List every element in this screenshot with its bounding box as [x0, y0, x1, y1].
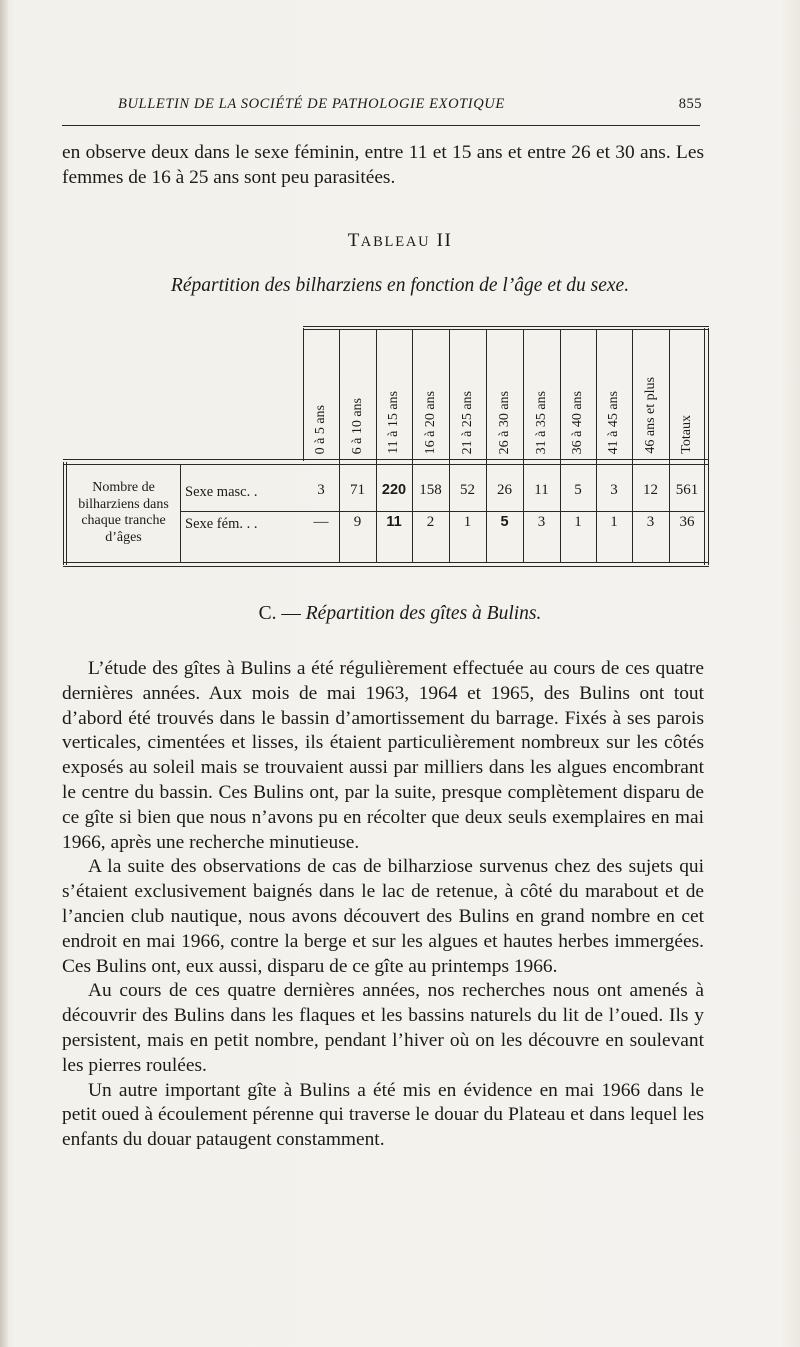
table-cell: 1: [463, 514, 472, 530]
column-header: [303, 336, 339, 454]
table-number: II: [436, 230, 453, 251]
column-header-label: Totaux: [679, 415, 694, 454]
intro-paragraph: [62, 141, 704, 191]
column-header: [669, 336, 705, 454]
table-cell: 158: [419, 482, 442, 498]
column-header-label: 41 à 45 ans: [606, 390, 621, 454]
table-cell: 1: [610, 514, 618, 530]
section-number: C. —: [258, 603, 301, 624]
column-header-label: 31 à 35 ans: [533, 390, 549, 454]
column-header-label: 11 à 15 ans: [386, 391, 401, 454]
table-title: [0, 230, 800, 252]
paragraph-1: L’étude des gîtes à Bulins a été régulièrement effectuée au cours de ces quatre dernières années. Aux mois de mai 1963, 1964 et 1965, des Bulins ont tout d’abord été trouvés dans le bassin d’amortissement du barrage. Fixés à ses parois verticales, cimentées et lisses, ils étaient particulièrement nombreux sur les côtés exposés au soleil mais se trouvaient aussi par milliers dans les algues encombrant le centre du bassin. Ces Bulins ont, par la suite, presque complètement disparu de ce gîte si bien que nous n’avons pu en récolter que deux seuls exemplaires en mai 1966, après une recherche minutieuse.: [62, 658, 704, 853]
column-header: [412, 336, 449, 454]
table-cell: 11: [386, 514, 402, 530]
table-cell: 3: [537, 514, 546, 530]
book-spine-shadow: [0, 0, 8, 1347]
column-header: [376, 336, 412, 454]
column-header: [449, 336, 486, 454]
column-header-label: 6 à 10 ans: [349, 397, 365, 454]
table-cell: 36: [679, 514, 695, 530]
column-header: [596, 336, 632, 454]
table-cell: —: [313, 514, 329, 530]
column-header: [523, 336, 560, 454]
journal-title: BULLETIN DE LA SOCIÉTÉ DE PATHOLOGIE EXOTIQUE: [118, 96, 505, 112]
intro-text: en observe deux dans le sexe féminin, entre 11 et 15 ans et entre 26 et 30 ans. Les femmes de 16 à 25 ans sont peu parasitées.: [62, 142, 704, 188]
body-text: [62, 657, 704, 1153]
table-cell: 11: [534, 482, 549, 498]
table-cell: 561: [675, 482, 699, 498]
row-label-female: Sexe fém. . .: [185, 516, 258, 532]
column-header-label: 26 à 30 ans: [496, 390, 512, 454]
column-header-label: 0 à 5 ans: [313, 404, 328, 454]
section-heading: [0, 603, 800, 625]
table-cell: 9: [353, 514, 362, 530]
table-cell: 12: [643, 482, 658, 498]
table-cell: 2: [426, 514, 435, 530]
table-cell: 3: [317, 482, 325, 498]
table-cell: 26: [497, 482, 512, 498]
table-cell: 71: [350, 482, 365, 498]
column-header: [339, 336, 376, 454]
rowhdr-divider: [180, 464, 181, 563]
column-header-label: 21 à 25 ans: [459, 390, 475, 454]
table-bottom-rule: [63, 562, 709, 567]
column-header-label: 16 à 20 ans: [422, 390, 438, 454]
paragraph-3: Au cours de ces quatre dernières années, nos recherches nous ont amenés à découvrir des Bulins dans les flaques et les bassins naturels du lit de l’oued. Ils y persistent, mais en petit nombre, pendant l’hiver où on les découvre en soulevant les pierres roulées.: [62, 980, 704, 1076]
table-cell: 3: [610, 482, 618, 498]
row-label-male: Sexe masc. .: [185, 484, 258, 500]
column-header: [486, 336, 523, 454]
table-label-rest: ABLEAU: [360, 234, 431, 250]
table-cell: 5: [500, 514, 509, 530]
page-number: 855: [678, 96, 702, 112]
table-header-rule: [63, 459, 709, 465]
table-top-rule: [303, 326, 709, 330]
column-header: [632, 336, 669, 454]
paragraph-4: Un autre important gîte à Bulins a été mis en évidence en mai 1966 dans le petit oued à écoulement pérenne qui traverse le douar du Plateau et dans lequel les enfants du douar pataugent constamment.: [62, 1079, 704, 1151]
row-header: Nombre de bilharziens dans chaque tranche d’âges: [78, 480, 169, 545]
table-cell: 3: [646, 514, 655, 530]
column-header-label: 46 ans et plus: [642, 377, 658, 454]
section-title: Répartition des gîtes à Bulins.: [305, 603, 542, 624]
table-cell: 1: [574, 514, 582, 530]
column-header: [560, 336, 596, 454]
table-label-initial: T: [347, 230, 361, 251]
table-cell: 52: [460, 482, 475, 498]
table-subtitle: Répartition des bilharziens en fonction de l’âge et du sexe.: [170, 275, 630, 296]
paragraph-2: A la suite des observations de cas de bilharziose survenus chez des sujets qui s’étaient exclusivement baignés dans le lac de retenue, à côté du marabout et de l’ancien club nautique, nous avons découvert des Bulins en grand nombre en cet endroit en mai 1966, contre la berge et sur les algues et hautes herbes immergées. Ces Bulins ont, eux aussi, disparu de ce gîte au printemps 1966.: [62, 856, 704, 977]
row-divider: [180, 511, 705, 512]
header-rule: [62, 125, 700, 126]
table-cell: 5: [574, 482, 582, 498]
column-header-label: 36 à 40 ans: [570, 390, 585, 454]
table-cell: 220: [381, 482, 407, 498]
